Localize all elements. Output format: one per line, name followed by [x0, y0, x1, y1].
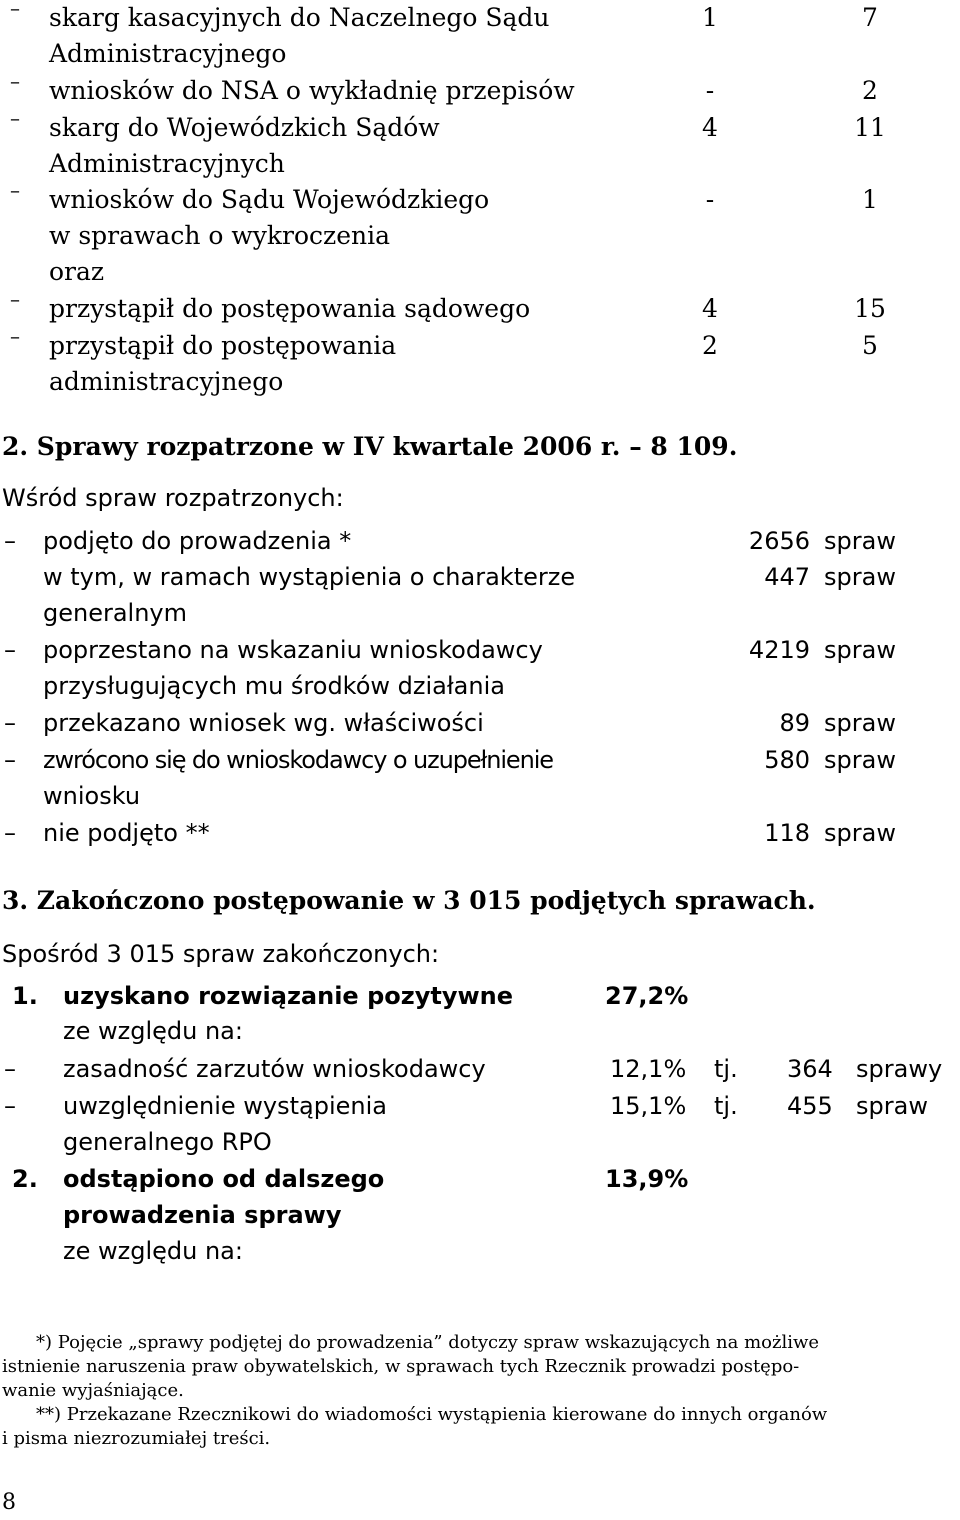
row-label: wniosków do NSA o wykładnię przepisów: [49, 76, 575, 105]
item-label: odstąpiono od dalszego: [63, 1165, 385, 1193]
list-dash: –: [10, 69, 20, 93]
item-label: nie podjęto **: [43, 819, 210, 847]
value-col1: 4: [702, 294, 718, 323]
list-dash: –: [10, 287, 20, 311]
list-dash: –: [10, 178, 20, 202]
item-value: 2656: [748, 527, 810, 555]
list-dash: –: [4, 709, 16, 737]
row-label: wniosków do Sądu Wojewódzkiego: [49, 185, 490, 214]
item-value: 580: [764, 746, 810, 774]
footnote-line: i pisma niezrozumiałej treści.: [2, 1428, 271, 1449]
section3-intro: Spośród 3 015 spraw zakończonych:: [2, 940, 440, 968]
footnote-line: *) Pojęcie „sprawy podjętej do prowadzenia” dotyczy spraw wskazujących na możliwe: [36, 1332, 820, 1353]
item-percent: 27,2%: [605, 982, 689, 1010]
item-percent: 15,1%: [610, 1092, 687, 1120]
page-number: 8: [2, 1490, 16, 1515]
item-sublabel: ze względu na:: [63, 1237, 243, 1265]
item-sublabel: ze względu na:: [63, 1017, 243, 1045]
item-label: generalnym: [43, 599, 188, 627]
list-dash: –: [4, 1092, 16, 1120]
value-col1: -: [705, 76, 715, 105]
item-count: 364: [787, 1055, 833, 1083]
item-tj: tj.: [714, 1092, 738, 1120]
list-dash: –: [4, 1055, 16, 1083]
item-label: uzyskano rozwiązanie pozytywne: [63, 982, 513, 1010]
value-col2: 11: [854, 113, 886, 142]
table-row: [0, 287, 960, 328]
item-label: przysługujących mu środków działania: [43, 672, 505, 700]
list-dash: –: [10, 324, 20, 348]
item-label: prowadzenia sprawy: [63, 1201, 342, 1229]
row-label: skarg kasacyjnych do Naczelnego Sądu: [49, 3, 550, 32]
item-percent: 12,1%: [610, 1055, 687, 1083]
list-dash: –: [10, 0, 20, 20]
item-unit: spraw: [824, 746, 896, 774]
value-col2: 5: [862, 331, 878, 360]
value-col1: 1: [702, 3, 718, 32]
value-col2: 15: [854, 294, 886, 323]
item-unit: spraw: [824, 819, 896, 847]
section2-heading: 2. Sprawy rozpatrzone w IV kwartale 2006 r. – 8 109.: [2, 432, 738, 461]
item-label: w tym, w ramach wystąpienia o charakterze: [43, 563, 576, 591]
item-label: uwzględnienie wystąpienia: [63, 1092, 387, 1120]
value-col2: 2: [862, 76, 878, 105]
list-item: [0, 563, 960, 635]
item-tj: tj.: [714, 1055, 738, 1083]
footnote-line: **) Przekazane Rzecznikowi do wiadomości wystąpienia kierowane do innych organów: [36, 1404, 828, 1425]
list-item: [0, 636, 960, 708]
list-dash: –: [4, 527, 16, 555]
table-row: [0, 69, 960, 110]
table-row: [0, 324, 960, 402]
row-label: w sprawach o wykroczenia: [49, 221, 391, 250]
item-value: 89: [779, 709, 810, 737]
item-value: 118: [764, 819, 810, 847]
footnote-line: wanie wyjaśniające.: [2, 1380, 184, 1401]
item-unit: sprawy: [856, 1055, 943, 1083]
item-value: 4219: [748, 636, 810, 664]
value-col2: 1: [862, 185, 878, 214]
item-label: wniosku: [43, 782, 141, 810]
row-label: przystąpił do postępowania sądowego: [49, 294, 531, 323]
value-col1: -: [705, 185, 715, 214]
row-label: Administracyjnych: [49, 149, 285, 178]
item-label: generalnego RPO: [63, 1128, 272, 1156]
row-label: Administracyjnego: [49, 39, 287, 68]
item-label: zasadność zarzutów wnioskodawcy: [63, 1055, 486, 1083]
section2-intro: Wśród spraw rozpatrzonych:: [2, 484, 344, 512]
table-row: [0, 178, 960, 256]
list-dash: –: [10, 106, 20, 130]
row-label: skarg do Wojewódzkich Sądów: [49, 113, 440, 142]
value-col1: 2: [702, 331, 718, 360]
list-item: [0, 1055, 960, 1091]
item-value: 447: [764, 563, 810, 591]
item-number: 2.: [12, 1165, 38, 1193]
item-percent: 13,9%: [605, 1165, 689, 1193]
value-col2: 7: [862, 3, 878, 32]
table-row: [0, 0, 960, 74]
list-item: [0, 819, 960, 855]
footnote-line: istnienie naruszenia praw obywatelskich, w sprawach tych Rzecznik prowadzi postępo-: [2, 1356, 800, 1377]
item-count: 455: [787, 1092, 833, 1120]
list-dash: –: [4, 819, 16, 847]
item-unit: spraw: [824, 636, 896, 664]
item-unit: spraw: [824, 709, 896, 737]
value-col1: 4: [702, 113, 718, 142]
row-label: administracyjnego: [49, 367, 284, 396]
list-dash: –: [4, 636, 16, 664]
list-item: [0, 1092, 960, 1164]
item-label: zwrócono się do wnioskodawcy o uzupełnienie: [43, 746, 553, 774]
row-label: oraz: [49, 257, 105, 286]
item-unit: spraw: [824, 563, 896, 591]
list-item: [0, 527, 960, 563]
list-item: [0, 709, 960, 745]
item-label: poprzestano na wskazaniu wnioskodawcy: [43, 636, 543, 664]
list-item: [0, 746, 960, 818]
item-unit: spraw: [856, 1092, 928, 1120]
item-label: podjęto do prowadzenia *: [43, 527, 352, 555]
item-unit: spraw: [824, 527, 896, 555]
item-number: 1.: [12, 982, 38, 1010]
item-label: przekazano wniosek wg. właściwości: [43, 709, 484, 737]
section3-heading: 3. Zakończono postępowanie w 3 015 podjętych sprawach.: [2, 886, 816, 915]
list-dash: –: [4, 746, 16, 774]
row-label: przystąpił do postępowania: [49, 331, 397, 360]
table-row: [0, 106, 960, 184]
table-row: [0, 254, 960, 291]
